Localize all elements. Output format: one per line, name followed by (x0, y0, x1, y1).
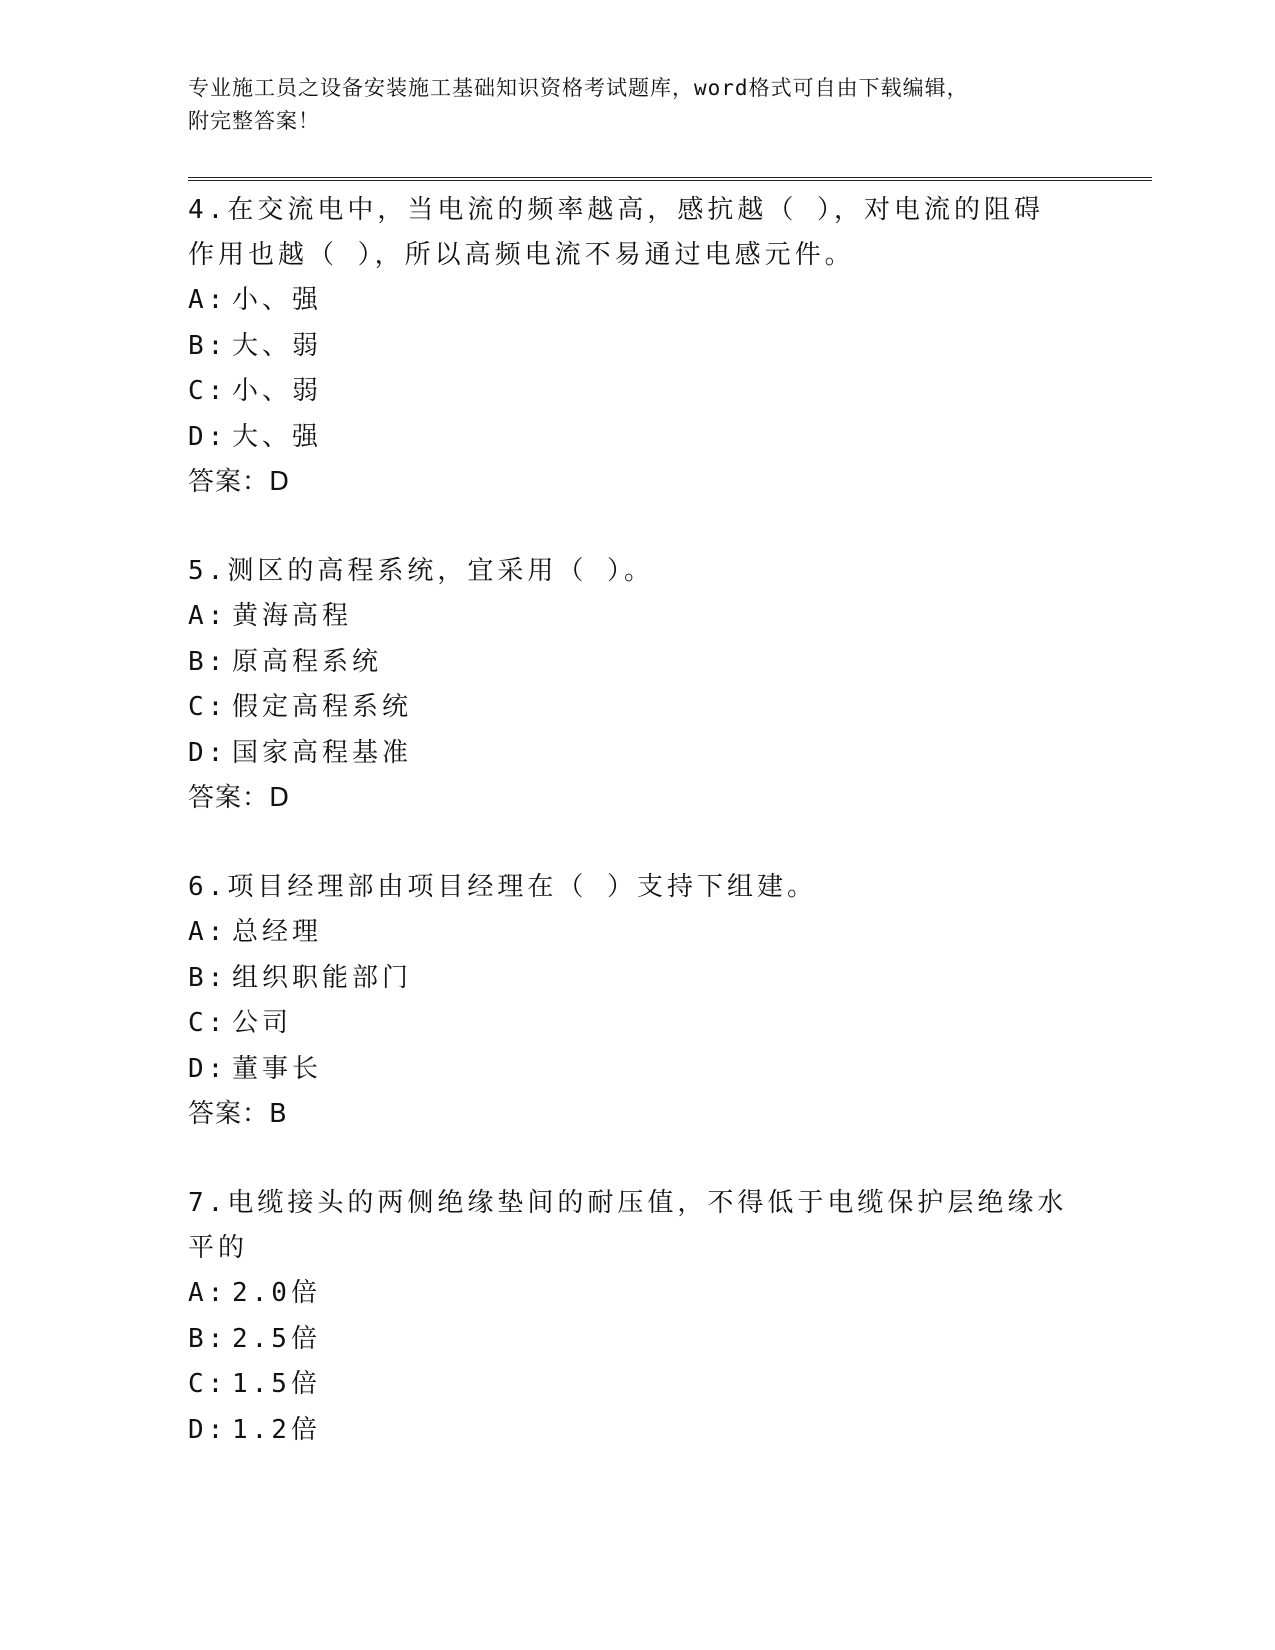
question-stem (188, 865, 1068, 910)
option-a (188, 278, 1148, 324)
option-letter: D: (188, 737, 228, 768)
header-line-1: 专业施工员之设备安装施工基础知识资格考试题库，word格式可自由下载编辑， (188, 76, 969, 100)
option-text: 小、强 (232, 285, 323, 315)
option-letter: A: (188, 601, 228, 631)
question-number: 5. (188, 556, 228, 586)
option-a (188, 1271, 1148, 1317)
option-text: 1.2倍 (232, 1414, 321, 1445)
answer-value: B (269, 1099, 288, 1129)
option-letter: C: (188, 692, 228, 722)
answer-value: D (269, 783, 291, 813)
question-text: 项目经理部由项目经理在（ ）支持下组建。 (227, 872, 817, 902)
question-stem (188, 188, 1068, 278)
option-letter: C: (188, 1369, 228, 1399)
option-letter: C: (188, 376, 228, 406)
option-letter: D: (188, 421, 228, 452)
option-d (188, 731, 1148, 777)
answer-label: 答案： (188, 1099, 270, 1129)
option-c (188, 369, 1148, 415)
question-number: 4. (188, 195, 228, 225)
option-text: 总经理 (232, 917, 323, 947)
option-text: 黄海高程 (232, 601, 353, 631)
option-b (188, 324, 1148, 370)
option-c (188, 685, 1148, 731)
question-text: 电缆接头的两侧绝缘垫间的耐压值，不得低于电缆保护层绝缘水平的 (188, 1188, 1068, 1263)
option-letter: A: (188, 917, 228, 947)
option-text: 2.0倍 (232, 1278, 321, 1308)
document-header (188, 72, 1088, 138)
option-letter: A: (188, 1278, 228, 1308)
option-a (188, 594, 1148, 640)
question-number: 6. (188, 872, 228, 902)
answer-value: D (269, 467, 291, 497)
question-4 (188, 188, 1148, 505)
option-letter: B: (188, 1323, 228, 1354)
option-d (188, 1408, 1148, 1454)
option-letter: C: (188, 1008, 228, 1038)
option-text: 小、弱 (232, 376, 323, 406)
option-text: 2.5倍 (232, 1323, 321, 1354)
option-text: 大、强 (232, 421, 323, 452)
question-stem (188, 549, 1068, 594)
answer-line (188, 460, 1148, 505)
option-b (188, 1317, 1148, 1363)
option-text: 原高程系统 (232, 646, 383, 677)
option-letter: B: (188, 962, 228, 993)
answer-label: 答案： (188, 783, 270, 813)
option-c (188, 1001, 1148, 1047)
option-letter: D: (188, 1414, 228, 1445)
option-letter: B: (188, 646, 228, 677)
option-b (188, 956, 1148, 1002)
option-d (188, 1047, 1148, 1093)
question-7 (188, 1181, 1148, 1453)
option-text: 大、弱 (232, 330, 323, 361)
option-text: 国家高程基准 (232, 737, 413, 768)
question-5 (188, 549, 1148, 821)
option-text: 董事长 (232, 1053, 323, 1084)
question-6 (188, 865, 1148, 1137)
answer-line (188, 776, 1148, 821)
question-stem (188, 1181, 1068, 1271)
question-text: 在交流电中，当电流的频率越高，感抗越（ ），对电流的阻碍作用也越（ ），所以高频电流不易通过电感元件。 (188, 195, 1044, 270)
option-letter: B: (188, 330, 228, 361)
option-text: 假定高程系统 (232, 692, 413, 722)
header-line-2: 附完整答案！ (188, 109, 320, 133)
option-text: 1.5倍 (232, 1369, 321, 1399)
option-letter: A: (188, 285, 228, 315)
option-b (188, 640, 1148, 686)
question-list (188, 188, 1148, 1497)
answer-label: 答案： (188, 467, 270, 497)
option-a (188, 910, 1148, 956)
option-d (188, 415, 1148, 461)
option-text: 公司 (232, 1008, 293, 1038)
question-text: 测区的高程系统，宜采用（ ）。 (227, 556, 654, 586)
option-letter: D: (188, 1053, 228, 1084)
question-number: 7. (188, 1188, 228, 1218)
header-divider (188, 177, 1152, 181)
answer-line (188, 1092, 1148, 1137)
option-c (188, 1362, 1148, 1408)
option-text: 组织职能部门 (232, 962, 413, 993)
